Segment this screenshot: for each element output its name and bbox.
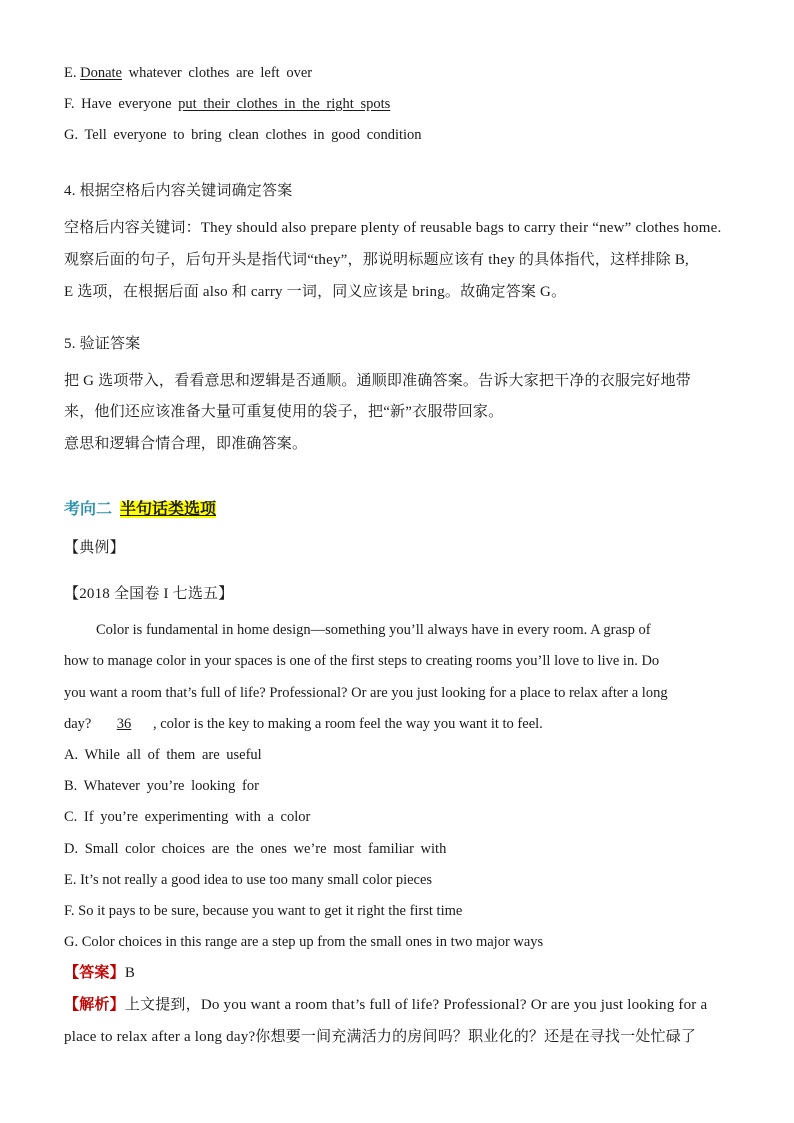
passage-line: day? 36 , color is the key to making a room feel the way you want it to feel. xyxy=(64,716,543,732)
option-g-top: G. Tell everyone to bring clean clothes in good condition xyxy=(64,127,422,143)
analysis-line: 【解析】上文提到，Do you want a room that’s full of life? Professional? Or are you just looking for a xyxy=(64,997,708,1013)
analysis-line: place to relax after a long day?你想要一间充满活力的房间吗？职业化的？还是在寻找一处忙碌了 xyxy=(64,1029,697,1045)
example-tag: 【典例】 xyxy=(64,540,125,556)
section-title: 半句话类选项 xyxy=(120,501,217,518)
option-g: G. Color choices in this range are a step up from the small ones in two major ways xyxy=(64,934,544,950)
step4-line: 空格后内容关键词：They should also prepare plenty of reusable bags to carry their “new” clothes home. xyxy=(64,220,722,236)
option-e-top: E. Donate whatever clothes are left over xyxy=(64,65,313,81)
step4-line: 观察后面的句子，后句开头是指代词“they”，那说明标题应该有 they 的具体指代，这样排除 B, xyxy=(64,252,689,268)
option-c: C. If you’re experimenting with a color xyxy=(64,809,311,825)
option-b: B. Whatever you’re looking for xyxy=(64,778,259,794)
answer-label: 【答案】 xyxy=(64,965,125,981)
answer-value: B xyxy=(124,965,136,981)
passage-line: you want a room that’s full of life? Professional? Or are you just looking for a place to relax after a long xyxy=(64,685,668,701)
step4-line: E 选项，在根据后面 also 和 carry 一词，同义应该是 bring。故确定答案 G。 xyxy=(64,284,567,300)
step5-line: 把 G 选项带入，看看意思和逻辑是否通顺。通顺即准确答案。告诉大家把干净的衣服完好地带 xyxy=(64,373,691,389)
passage-line: Color is fundamental in home design—something you’ll always have in every room. A grasp of xyxy=(96,622,651,638)
option-a: A. While all of them are useful xyxy=(64,747,262,763)
step5-line: 来，他们还应该准备大量可重复使用的袋子，把“新”衣服带回家。 xyxy=(64,404,504,420)
blank-36: 36 xyxy=(116,716,132,732)
passage-line: how to manage color in your spaces is one of the first steps to creating rooms you’ll love to live in. Do xyxy=(64,653,660,669)
option-f-top: F. Have everyone put their clothes in the right spots xyxy=(64,96,391,112)
answer-line xyxy=(64,963,135,983)
section-label: 考向二 xyxy=(64,501,113,518)
option-f: F. So it pays to be sure, because you want to get it right the first time xyxy=(64,903,463,919)
option-d: D. Small color choices are the ones we’re most familiar with xyxy=(64,841,447,857)
step5-line: 意思和逻辑合情合理，即准确答案。 xyxy=(64,436,308,452)
option-e: E. It’s not really a good idea to use too many small color pieces xyxy=(64,872,433,888)
source-tag: 【2018 全国卷 I 七选五】 xyxy=(64,586,234,602)
underlined-word: Donate xyxy=(80,65,122,81)
analysis-label: 【解析】 xyxy=(64,997,125,1013)
underlined-phrase: put their clothes in the right spots xyxy=(178,96,391,112)
step5-heading: 5. 验证答案 xyxy=(64,336,141,352)
section-heading xyxy=(64,500,216,520)
step4-heading: 4. 根据空格后内容关键词确定答案 xyxy=(64,183,293,199)
